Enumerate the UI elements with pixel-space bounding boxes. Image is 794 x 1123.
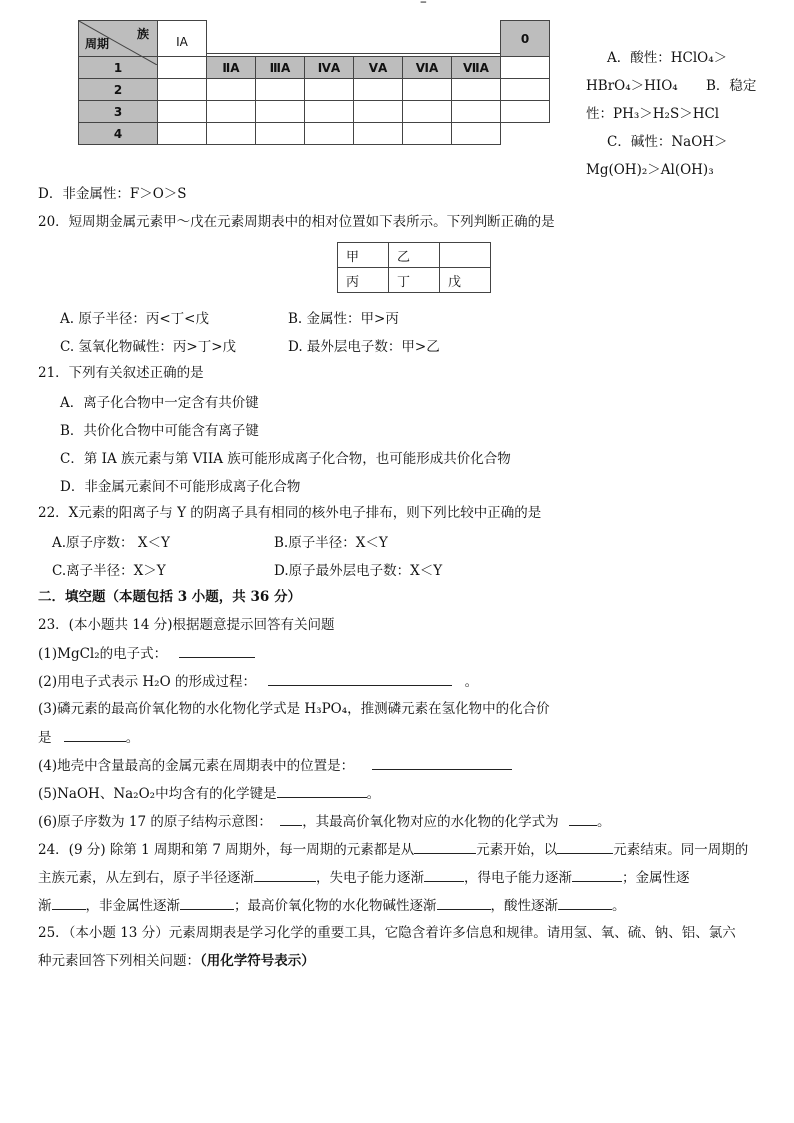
group-header: ⅥA: [403, 57, 452, 79]
table-cell: 丙: [338, 268, 389, 293]
answer-blank[interactable]: [414, 839, 476, 854]
table-cell: 戊: [440, 268, 491, 293]
answer-blank[interactable]: [372, 755, 512, 770]
q25-instruction: （用化学符号表示）: [200, 953, 315, 969]
q23-part3a: (3)磷元素的最高价氧化物的水化物化学式是 H₃PO₄，推测磷元素在氢化物中的化合价: [38, 701, 550, 717]
answer-blank[interactable]: [558, 895, 612, 910]
answer-blank[interactable]: [268, 671, 452, 686]
answer-blank[interactable]: [52, 895, 86, 910]
option-a-line1: A．酸性：HClO₄＞: [607, 50, 728, 66]
option-c-line1: C．碱性：NaOH＞: [607, 134, 728, 150]
q22-option-b: B.原子半径：X＜Y: [274, 535, 388, 551]
answer-blank[interactable]: [572, 867, 622, 882]
q23-part3b-end: 。: [125, 730, 140, 746]
period-label: 3: [79, 101, 158, 123]
q25-line2: [38, 951, 315, 971]
periodic-table: [78, 20, 550, 145]
option-a-line2: HBrO₄＞HIO₄: [586, 78, 678, 94]
q25-line1: 25．（本小题 13 分）元素周期表是学习化学的重要工具，它隐含着许多信息和规律。请用氢、氧、硫、钠、铝、氯六: [38, 925, 736, 941]
answer-blank[interactable]: [179, 643, 255, 658]
group-header: ⅤA: [354, 57, 403, 79]
q24-text: 主族元素，从左到右，原子半径逐渐: [38, 870, 254, 886]
corner-period-label: 周期: [85, 37, 110, 51]
top-mark: –: [420, 0, 427, 10]
q24-line2: [38, 867, 690, 888]
group-1a-header: ⅠA: [158, 21, 207, 57]
q24-text: 24．(9 分) 除第 1 周期和第 7 周期外，每一周期的元素都是从: [38, 842, 415, 858]
group-header: ⅡA: [207, 57, 256, 79]
q23-part2-end: 。: [464, 674, 479, 690]
q23-part3b-text: 是: [38, 730, 52, 746]
q22-stem: 22．X元素的阳离子与 Y 的阴离子具有相同的核外电子排布，则下列比较中正确的是: [38, 505, 542, 521]
q23-part3b: [38, 727, 139, 748]
q20-option-d: D. 最外层电子数：甲>乙: [288, 339, 440, 355]
q23-part4-text: (4)地壳中含量最高的金属元素在周期表中的位置是：: [38, 758, 355, 774]
answer-blank[interactable]: [424, 867, 464, 882]
q22-option-c: C.离子半径：X＞Y: [52, 563, 166, 579]
q23-part5-text: (5)NaOH、Na₂O₂中均含有的化学键是: [38, 786, 277, 802]
option-b-line2: 性：PH₃＞H₂S＞HCl: [586, 106, 720, 122]
q22-option-a: A.原子序数： X＜Y: [52, 535, 170, 551]
q23-part1: [38, 643, 255, 664]
table-corner-cell: [79, 21, 158, 57]
group-header: ⅢA: [256, 57, 305, 79]
q25-text: 种元素回答下列相关问题：: [38, 953, 200, 969]
q23-part5-end: 。: [366, 786, 381, 802]
q24-text: ；金属性逐: [622, 870, 690, 886]
q20-option-c: C. 氢氧化物碱性：丙>丁>戊: [60, 339, 237, 355]
q24-text: 。: [612, 898, 626, 914]
group-0-header: 0: [501, 21, 550, 57]
q23-part6b-text: ，其最高价氧化物对应的水化物的化学式为: [302, 814, 559, 830]
answer-blank[interactable]: [557, 839, 613, 854]
answer-blank[interactable]: [64, 727, 126, 742]
q23-part2: [38, 671, 478, 692]
q21-option-d: D．非金属元素间不可能形成离子化合物: [60, 479, 301, 495]
q24-line3: [38, 895, 626, 916]
corner-group-label: 族: [136, 27, 149, 41]
q23-part1-text: (1)MgCl₂的电子式：: [38, 646, 168, 662]
q24-line1: [38, 839, 748, 860]
q23-stem: 23．(本小题共 14 分)根据题意提示回答有关问题: [38, 617, 335, 633]
period-label: 2: [79, 79, 158, 101]
q20-option-b: B. 金属性：甲>丙: [288, 311, 399, 327]
answer-blank[interactable]: [280, 811, 302, 826]
option-b-line1: B．稳定: [706, 78, 757, 94]
q21-option-a: A．离子化合物中一定含有共价键: [60, 395, 259, 411]
q24-text: ，得电子能力逐渐: [464, 870, 572, 886]
answer-blank[interactable]: [437, 895, 491, 910]
table-cell: 乙: [389, 243, 440, 268]
q20-position-table: [337, 242, 491, 293]
section-2-heading: 二．填空题（本题包括 3 小题，共 36 分）: [38, 589, 301, 605]
q22-option-d: D.原子最外层电子数：X＜Y: [274, 563, 443, 579]
q24-text: 渐: [38, 898, 52, 914]
q23-part6a-text: (6)原子序数为 17 的原子结构示意图：: [38, 814, 272, 830]
option-c-line2: Mg(OH)₂＞Al(OH)₃: [586, 162, 714, 178]
q24-text: ，酸性逐渐: [490, 898, 558, 914]
q24-text: 元素结束。同一周期的: [613, 842, 749, 858]
period-label: 4: [79, 123, 158, 145]
answer-blank[interactable]: [180, 895, 234, 910]
q23-part5: [38, 783, 380, 804]
q23-part2-text: (2)用电子式表示 H₂O 的形成过程：: [38, 674, 256, 690]
q24-text: ，非金属性逐渐: [85, 898, 180, 914]
q21-option-c: C．第 IA 族元素与第 VIIA 族可能形成离子化合物，也可能形成共价化合物: [60, 451, 511, 467]
q23-part4: [38, 755, 512, 776]
q23-part6: [38, 811, 610, 832]
table-cell: 甲: [338, 243, 389, 268]
answer-blank[interactable]: [569, 811, 597, 826]
q23-part6-end: 。: [596, 814, 611, 830]
q20-stem: 20．短周期金属元素甲～戊在元素周期表中的相对位置如下表所示。下列判断正确的是: [38, 214, 555, 230]
table-cell: 丁: [389, 268, 440, 293]
period-label: 1: [79, 57, 158, 79]
group-header: ⅣA: [305, 57, 354, 79]
q21-option-b: B．共价化合物中可能含有离子键: [60, 423, 259, 439]
q24-text: 元素开始，以: [476, 842, 558, 858]
q24-text: ，失电子能力逐渐: [316, 870, 424, 886]
q21-stem: 21．下列有关叙述正确的是: [38, 365, 204, 381]
group-header: ⅦA: [452, 57, 501, 79]
answer-blank[interactable]: [277, 783, 367, 798]
answer-blank[interactable]: [254, 867, 316, 882]
q20-option-a: A. 原子半径：丙<丁<戊: [60, 311, 209, 327]
q19-option-d: D．非金属性：F＞O＞S: [38, 186, 187, 202]
table-cell: [440, 243, 491, 268]
q24-text: ；最高价氧化物的水化物碱性逐渐: [234, 898, 437, 914]
